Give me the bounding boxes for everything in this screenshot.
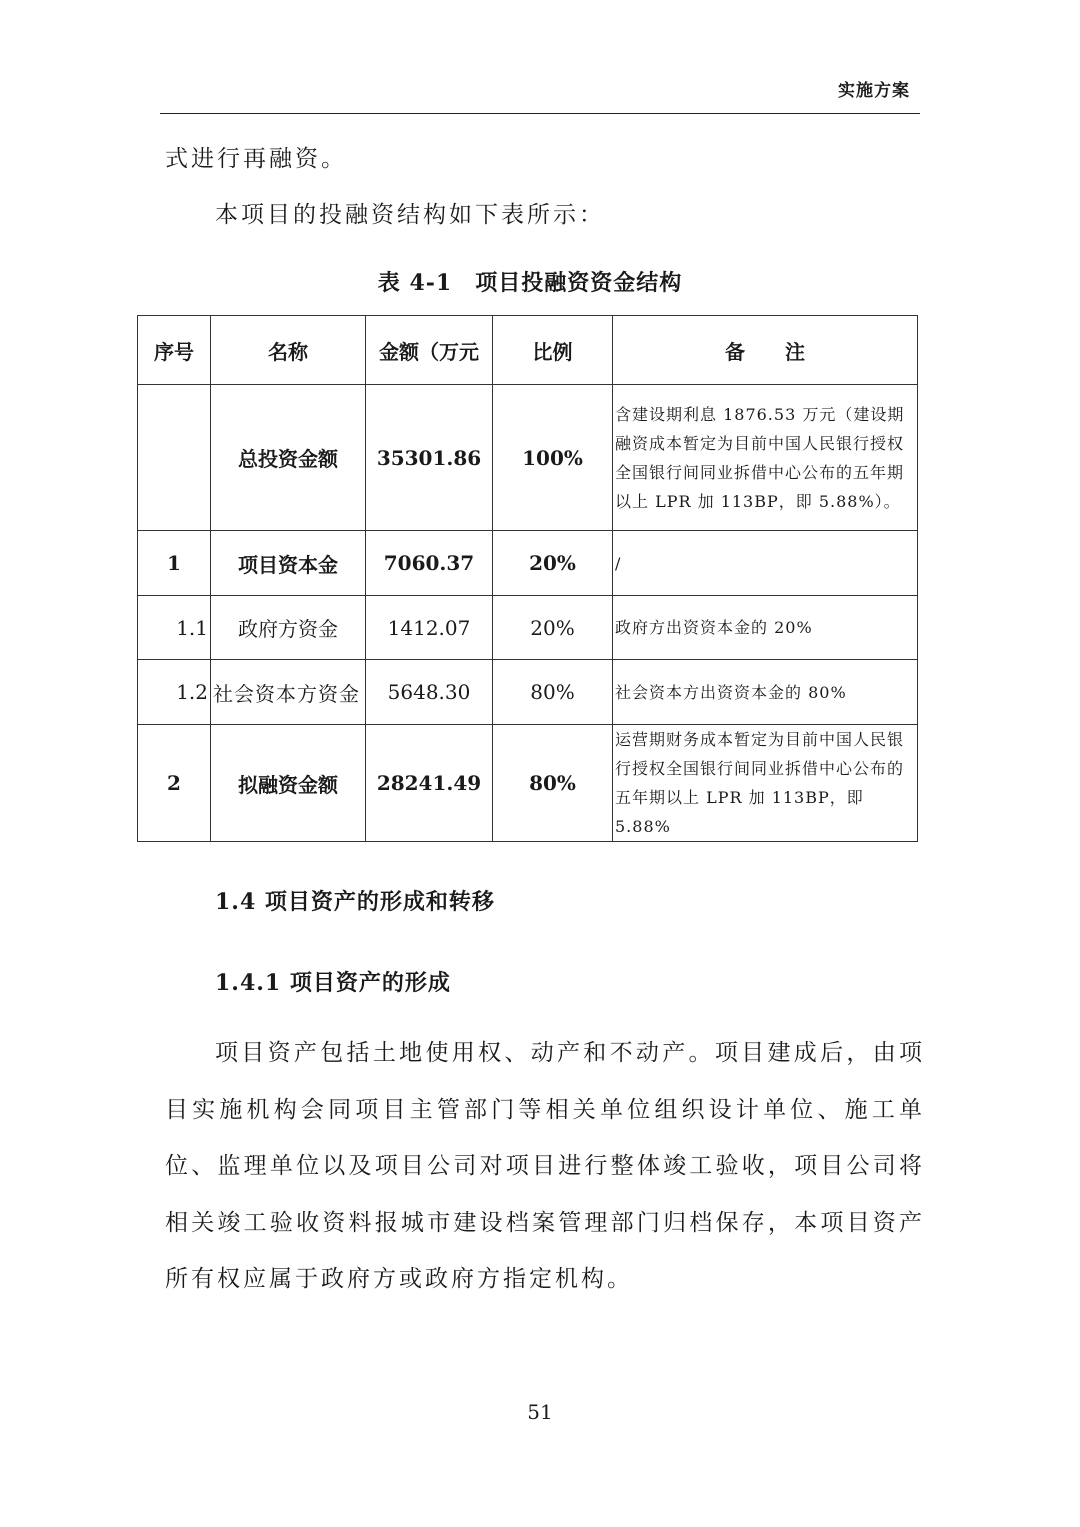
row-no: 1.2 [138,660,211,725]
row-ratio: 100% [493,385,613,531]
row-name: 项目资本金 [211,531,366,596]
table-caption: 表 4-1 项目投融资资金结构 [377,270,683,296]
header-rule [160,113,920,114]
row-ratio: 80% [493,725,613,842]
row-no [138,385,211,531]
section-heading-1-4-1: 1.4.1 项目资产的形成 [215,970,451,996]
financing-structure-table [137,315,918,842]
row-name: 拟融资金额 [211,725,366,842]
header-cell-note: 备 注 [613,316,918,385]
intro-line-2: 本项目的投融资结构如下表所示： [215,202,605,228]
row-ratio: 80% [493,660,613,725]
row-no: 2 [138,725,211,842]
row-amount: 5648.30 [366,660,493,725]
row-ratio: 20% [493,531,613,596]
table-header-row [138,316,918,385]
row-amount: 28241.49 [366,725,493,842]
row-amount: 35301.86 [366,385,493,531]
header-cell-name: 名称 [211,316,366,385]
row-note: 运营期财务成本暂定为目前中国人民银行授权全国银行间同业拆借中心公布的五年期以上 LPR 加 113BP，即 5.88% [613,725,918,842]
row-note: 政府方出资资本金的 20% [613,596,918,660]
row-amount: 1412.07 [366,596,493,660]
header-cell-ratio: 比例 [493,316,613,385]
table-row [138,385,918,531]
row-name: 政府方资金 [211,596,366,660]
row-name: 总投资金额 [211,385,366,531]
table-row [138,596,918,660]
row-no: 1.1 [138,596,211,660]
page-number: 51 [527,1400,553,1424]
row-amount: 7060.37 [366,531,493,596]
row-note: 社会资本方出资资本金的 80% [613,660,918,725]
header-cell-amount: 金额（万元 [366,316,493,385]
table-row [138,531,918,596]
running-header-title: 实施方案 [838,81,910,101]
section-heading-1-4: 1.4 项目资产的形成和转移 [215,889,495,915]
row-no: 1 [138,531,211,596]
body-paragraph: 项目资产包括土地使用权、动产和不动产。项目建成后，由项目实施机构会同项目主管部门等相关单位组织设计单位、施工单位、监理单位以及项目公司对项目进行整体竣工验收，项目公司将相关竣工验收资料报城市建设档案管理部门归档保存，本项目资产所有权应属于政府方或政府方指定机构。 [165,1040,925,1292]
row-note: 含建设期利息 1876.53 万元（建设期融资成本暂定为目前中国人民银行授权全国银行间同业拆借中心公布的五年期以上 LPR 加 113BP，即 5.88%）。 [613,385,918,531]
row-note: / [613,531,918,596]
table-row [138,725,918,842]
intro-line-1: 式进行再融资。 [165,146,347,172]
header-cell-no: 序号 [138,316,211,385]
row-name: 社会资本方资金 [211,660,366,725]
table-row [138,660,918,725]
row-ratio: 20% [493,596,613,660]
